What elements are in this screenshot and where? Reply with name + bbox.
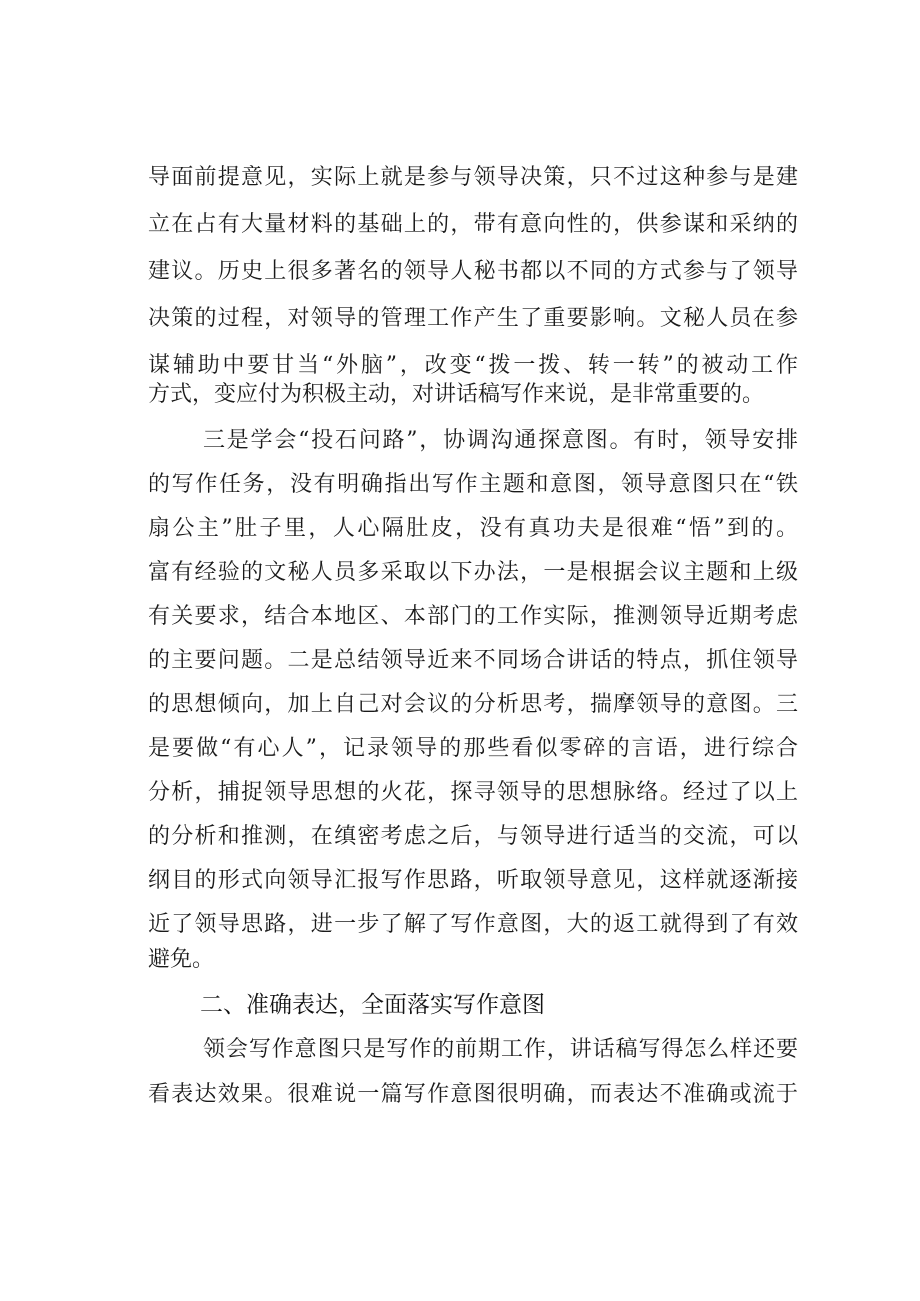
paragraph-1-line-1: 导面前提意见，实际上就是参与领导决策，只不过这种参与是建 [148,165,798,190]
paragraph-2-line-2: 的写作任务，没有明确指出写作主题和意图，领导意图只在“铁 [148,472,798,497]
paragraph-1-line-2: 立在占有大量材料的基础上的，带有意向性的，供参谋和采纳的 [148,212,798,237]
paragraph-2-line-9: 分析，捕捉领导思想的火花，探寻领导的思想脉络。经过了以上 [148,780,798,805]
paragraph-1-line-5: 谋辅助中要甘当“外脑”，改变“拨一拨、转一转”的被动工作 [148,353,798,378]
paragraph-3-line-1: 领会写作意图只是写作的前期工作，讲话稿写得怎么样还要 [203,1037,798,1062]
paragraph-2-line-5: 有关要求，结合本地区、本部门的工作实际，推测领导近期考虑 [148,604,798,629]
section-heading: 二、准确表达，全面落实写作意图 [200,992,545,1018]
paragraph-2-line-4: 富有经验的文秘人员多采取以下办法，一是根据会议主题和上级 [148,560,798,585]
paragraph-1-line-4: 决策的过程，对领导的管理工作产生了重要影响。文秘人员在参 [148,306,798,331]
paragraph-2-line-3: 扇公主”肚子里，人心隔肚皮，没有真功夫是很难“悟”到的。 [148,516,798,541]
paragraph-2-line-13: 避免。 [148,947,215,972]
paragraph-2-line-7: 的思想倾向，加上自己对会议的分析思考，揣摩领导的意图。三 [148,692,798,717]
paragraph-2-line-8: 是要做“有心人”，记录领导的那些看似零碎的言语，进行综合 [148,736,798,761]
paragraph-2-line-6: 的主要问题。二是总结领导近来不同场合讲话的特点，抓住领导 [148,648,798,673]
paragraph-2-line-12: 近了领导思路，进一步了解了写作意图，大的返工就得到了有效 [148,912,798,937]
paragraph-3-line-2: 看表达效果。很难说一篇写作意图很明确，而表达不准确或流于 [148,1082,798,1107]
paragraph-2-line-10: 的分析和推测，在缜密考虑之后，与领导进行适当的交流，可以 [148,824,798,849]
paragraph-2-line-11: 纲目的形式向领导汇报写作思路，听取领导意见，这样就逐渐接 [148,868,798,893]
paragraph-2-line-1: 三是学会“投石问路”，协调沟通探意图。有时，领导安排 [203,428,798,453]
paragraph-1-line-3: 建议。历史上很多著名的领导人秘书都以不同的方式参与了领导 [148,259,798,284]
paragraph-1-line-6: 方式，变应付为积极主动，对讲话稿写作来说，是非常重要的。 [148,382,765,407]
